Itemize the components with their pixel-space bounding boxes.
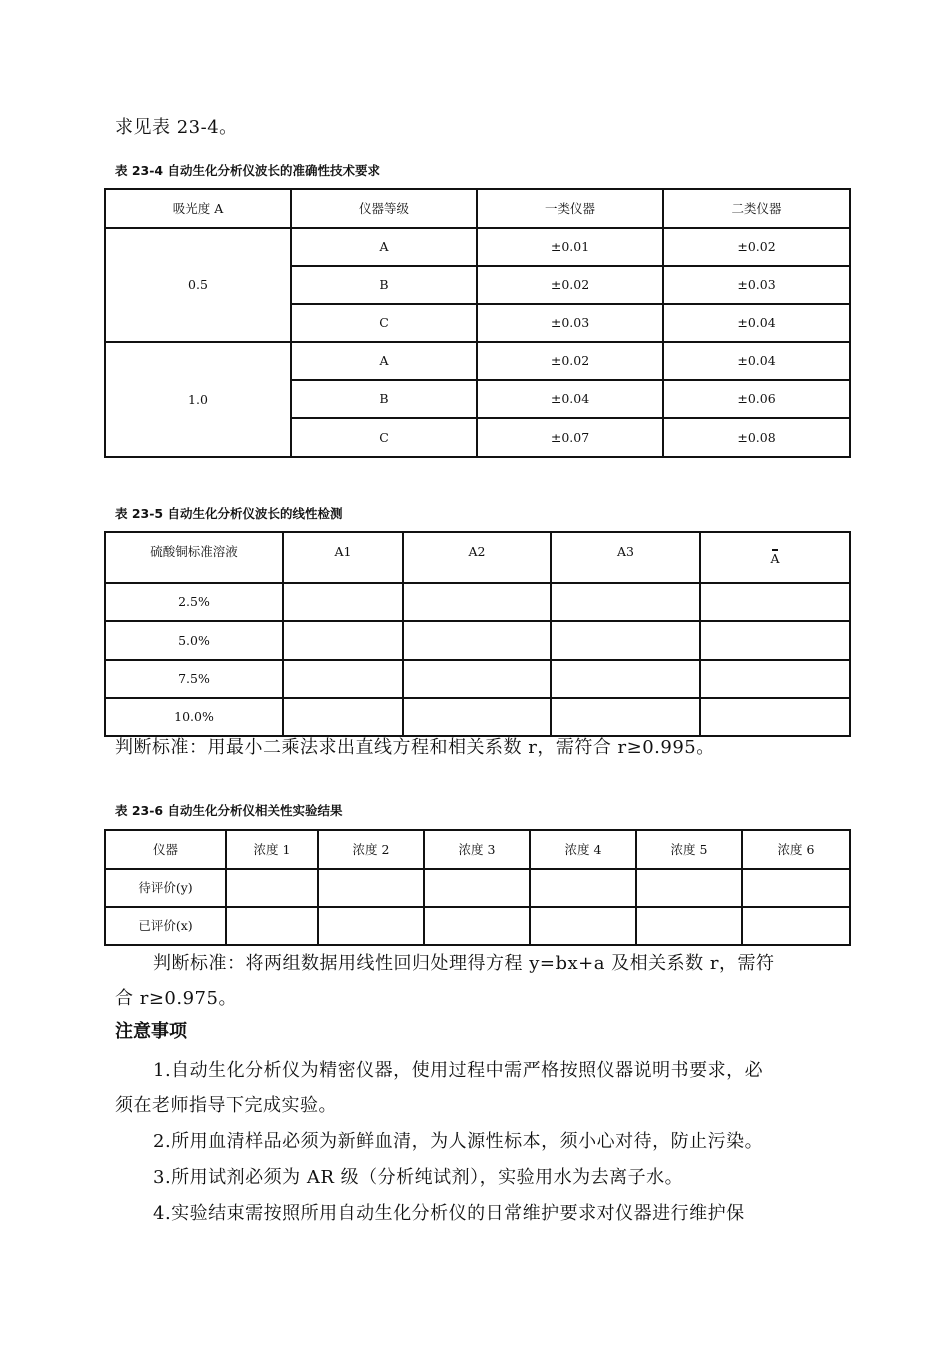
table1	[104, 188, 851, 458]
intro-line: 求见表 23-4。	[115, 117, 238, 138]
table1-header-class1: 一类仪器	[477, 189, 663, 228]
table3-empty-cell	[742, 869, 850, 907]
table2-concentration-cell: 2.5%	[105, 583, 283, 621]
table3-empty-cell	[530, 907, 636, 945]
table3-header-conc4: 浓度 4	[530, 830, 636, 869]
table3-empty-cell	[530, 869, 636, 907]
table2-empty-cell	[700, 583, 850, 621]
table1-class2-cell: ±0.04	[663, 342, 850, 380]
table3	[104, 829, 851, 946]
table2-empty-cell	[403, 660, 551, 698]
table1-header-grade: 仪器等级	[291, 189, 477, 228]
table3-criterion-line2: 合 r≥0.975。	[115, 988, 237, 1009]
table1-class2-cell: ±0.04	[663, 304, 850, 342]
table3-row-label: 待评价(y)	[105, 869, 226, 907]
table2-header-a3: A3	[551, 532, 700, 583]
table1-absorbance-cell: 1.0	[105, 342, 291, 457]
table3-header-conc2: 浓度 2	[318, 830, 424, 869]
table2-empty-cell	[551, 583, 700, 621]
table2-criterion: 判断标准：用最小二乘法求出直线方程和相关系数 r，需符合 r≥0.995。	[115, 737, 715, 758]
note-item-3: 3.所用试剂必须为 AR 级（分析纯试剂），实验用水为去离子水。	[153, 1167, 684, 1188]
table3-header-instrument: 仪器	[105, 830, 226, 869]
note-item-4: 4.实验结束需按照所用自动生化分析仪的日常维护要求对仪器进行维护保	[153, 1203, 745, 1224]
table2-empty-cell	[403, 698, 551, 736]
table2-empty-cell	[283, 621, 403, 660]
table1-grade-cell: A	[291, 342, 477, 380]
table1-class1-cell: ±0.02	[477, 342, 663, 380]
table3-empty-cell	[226, 869, 318, 907]
table2-empty-cell	[551, 621, 700, 660]
table3-empty-cell	[742, 907, 850, 945]
table3-empty-cell	[318, 907, 424, 945]
table1-class1-cell: ±0.01	[477, 228, 663, 266]
table3-empty-cell	[636, 907, 742, 945]
table2-header-a1: A1	[283, 532, 403, 583]
table1-class1-cell: ±0.02	[477, 266, 663, 304]
table1-grade-cell: B	[291, 266, 477, 304]
table3-header-conc1: 浓度 1	[226, 830, 318, 869]
table1-class1-cell: ±0.07	[477, 418, 663, 457]
table2-header-a-mean	[700, 532, 850, 583]
table2-empty-cell	[551, 698, 700, 736]
table2-empty-cell	[283, 583, 403, 621]
table2-header-solution: 硫酸铜标准溶液	[105, 532, 283, 583]
table2-empty-cell	[403, 583, 551, 621]
table2-concentration-cell: 10.0%	[105, 698, 283, 736]
table3-empty-cell	[424, 869, 530, 907]
table2	[104, 531, 851, 737]
table2-empty-cell	[283, 660, 403, 698]
note-item-1-line1: 1.自动生化分析仪为精密仪器，使用过程中需严格按照仪器说明书要求，必	[153, 1060, 764, 1081]
table3-row-label: 已评价(x)	[105, 907, 226, 945]
table2-header-a2: A2	[403, 532, 551, 583]
table3-criterion-line1: 判断标准：将两组数据用线性回归处理得方程 y=bx+a 及相关系数 r，需符	[153, 953, 775, 974]
table1-caption: 表 23-4 自动生化分析仪波长的准确性技术要求	[115, 163, 380, 178]
table3-caption: 表 23-6 自动生化分析仪相关性实验结果	[115, 803, 343, 818]
notes-heading: 注意事项	[115, 1021, 187, 1042]
table2-concentration-cell: 7.5%	[105, 660, 283, 698]
table1-absorbance-cell: 0.5	[105, 228, 291, 342]
table3-empty-cell	[226, 907, 318, 945]
table1-class2-cell: ±0.03	[663, 266, 850, 304]
table1-class2-cell: ±0.08	[663, 418, 850, 457]
mean-a-label: A	[770, 550, 780, 566]
table1-header-class2: 二类仪器	[663, 189, 850, 228]
table3-header-conc3: 浓度 3	[424, 830, 530, 869]
table3-empty-cell	[424, 907, 530, 945]
table1-grade-cell: C	[291, 418, 477, 457]
table2-empty-cell	[403, 621, 551, 660]
table3-header-conc5: 浓度 5	[636, 830, 742, 869]
table2-empty-cell	[283, 698, 403, 736]
table1-grade-cell: A	[291, 228, 477, 266]
table1-class2-cell: ±0.06	[663, 380, 850, 418]
table3-empty-cell	[636, 869, 742, 907]
table2-empty-cell	[551, 660, 700, 698]
table2-empty-cell	[700, 698, 850, 736]
table2-empty-cell	[700, 660, 850, 698]
table3-empty-cell	[318, 869, 424, 907]
table1-class1-cell: ±0.04	[477, 380, 663, 418]
table1-class2-cell: ±0.02	[663, 228, 850, 266]
note-item-1-line2: 须在老师指导下完成实验。	[115, 1095, 337, 1116]
note-item-2: 2.所用血清样品必须为新鲜血清，为人源性标本，须小心对待，防止污染。	[153, 1131, 764, 1152]
table3-header-conc6: 浓度 6	[742, 830, 850, 869]
table1-class1-cell: ±0.03	[477, 304, 663, 342]
table2-concentration-cell: 5.0%	[105, 621, 283, 660]
table1-header-absorbance: 吸光度 A	[105, 189, 291, 228]
table1-grade-cell: B	[291, 380, 477, 418]
table2-caption: 表 23-5 自动生化分析仪波长的线性检测	[115, 506, 343, 521]
table1-grade-cell: C	[291, 304, 477, 342]
table2-empty-cell	[700, 621, 850, 660]
